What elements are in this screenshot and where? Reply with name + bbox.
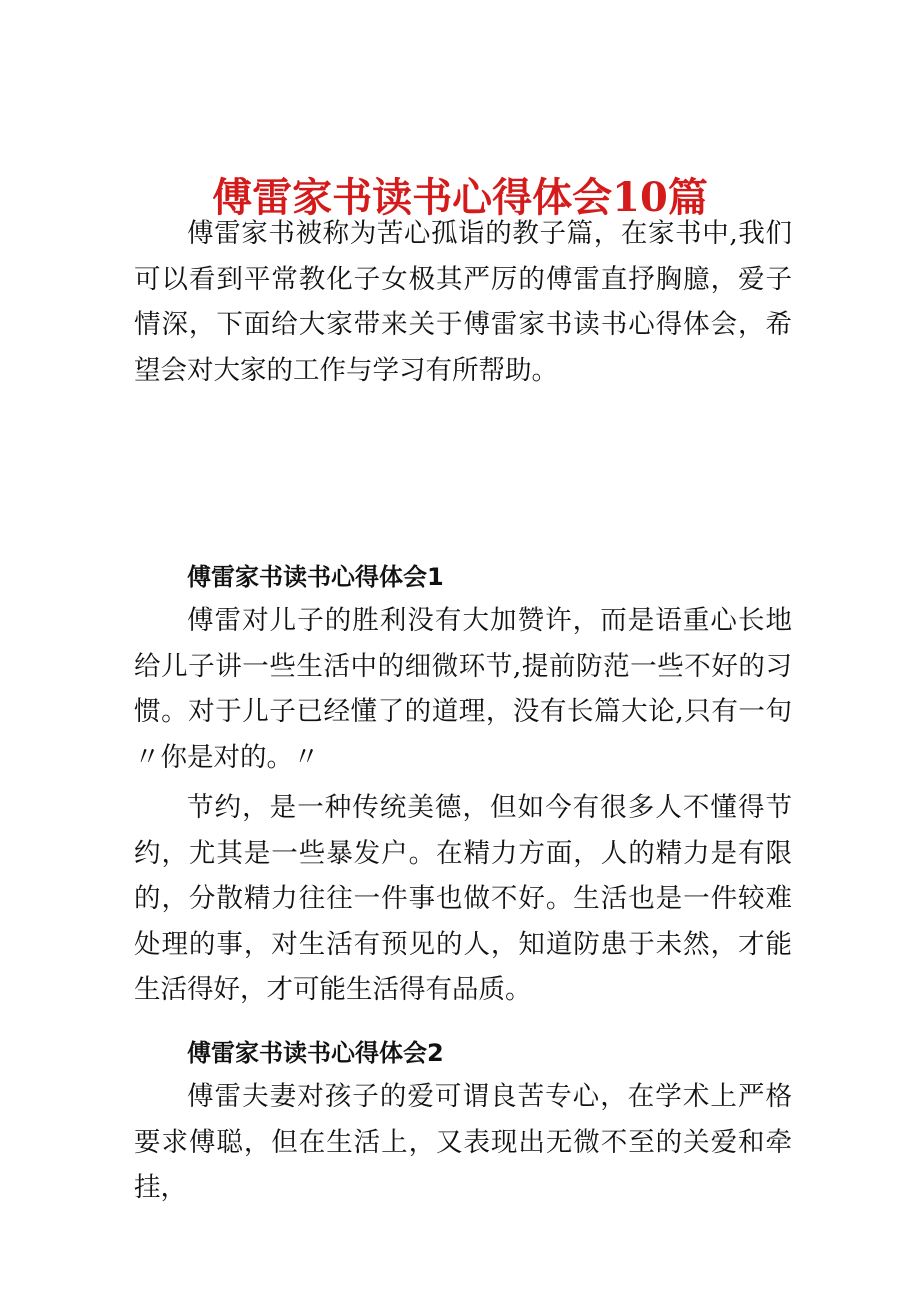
section-1-paragraph-1: 傅雷对儿子的胜利没有大加赞许，而是语重心长地给儿子讲一些生活中的细微环节,提前防范一些不好的习惯。对于儿子已经懂了的道理，没有长篇大论,只有一句〃你是对的。〃 bbox=[134, 605, 792, 773]
section-heading-2 bbox=[187, 1033, 444, 1073]
intro-paragraph: 傅雷家书被称为苦心孤诣的教子篇，在家书中,我们可以看到平常教化子女极其严厉的傅雷直抒胸臆，爱子情深，下面给大家带来关于傅雷家书读书心得体会，希望会对大家的工作与学习有所帮助。 bbox=[134, 218, 792, 386]
section-heading-1-text: 傅雷家书读书心得体会 bbox=[187, 562, 427, 591]
document-title: 傅雷家书读书心得体会10篇 bbox=[212, 173, 708, 221]
section-heading-1 bbox=[187, 557, 444, 597]
section-heading-2-number: 2 bbox=[427, 1039, 444, 1067]
section-1-paragraph-2: 节约，是一种传统美德，但如今有很多人不懂得节约，尤其是一些暴发户。在精力方面，人的精力是有限的，分散精力往往一件事也做不好。生活也是一件较难处理的事，对生活有预见的人，知道防患于未然，才能生活得好，才可能生活得有品质。 bbox=[134, 792, 792, 1005]
section-2-paragraph-1: 傅雷夫妻对孩子的爱可谓良苦专心，在学术上严格要求傅聪，但在生活上，又表现出无微不至的关爱和牵挂， bbox=[134, 1081, 792, 1203]
section-heading-2-text: 傅雷家书读书心得体会 bbox=[187, 1038, 427, 1067]
section-heading-1-number: 1 bbox=[427, 563, 444, 591]
